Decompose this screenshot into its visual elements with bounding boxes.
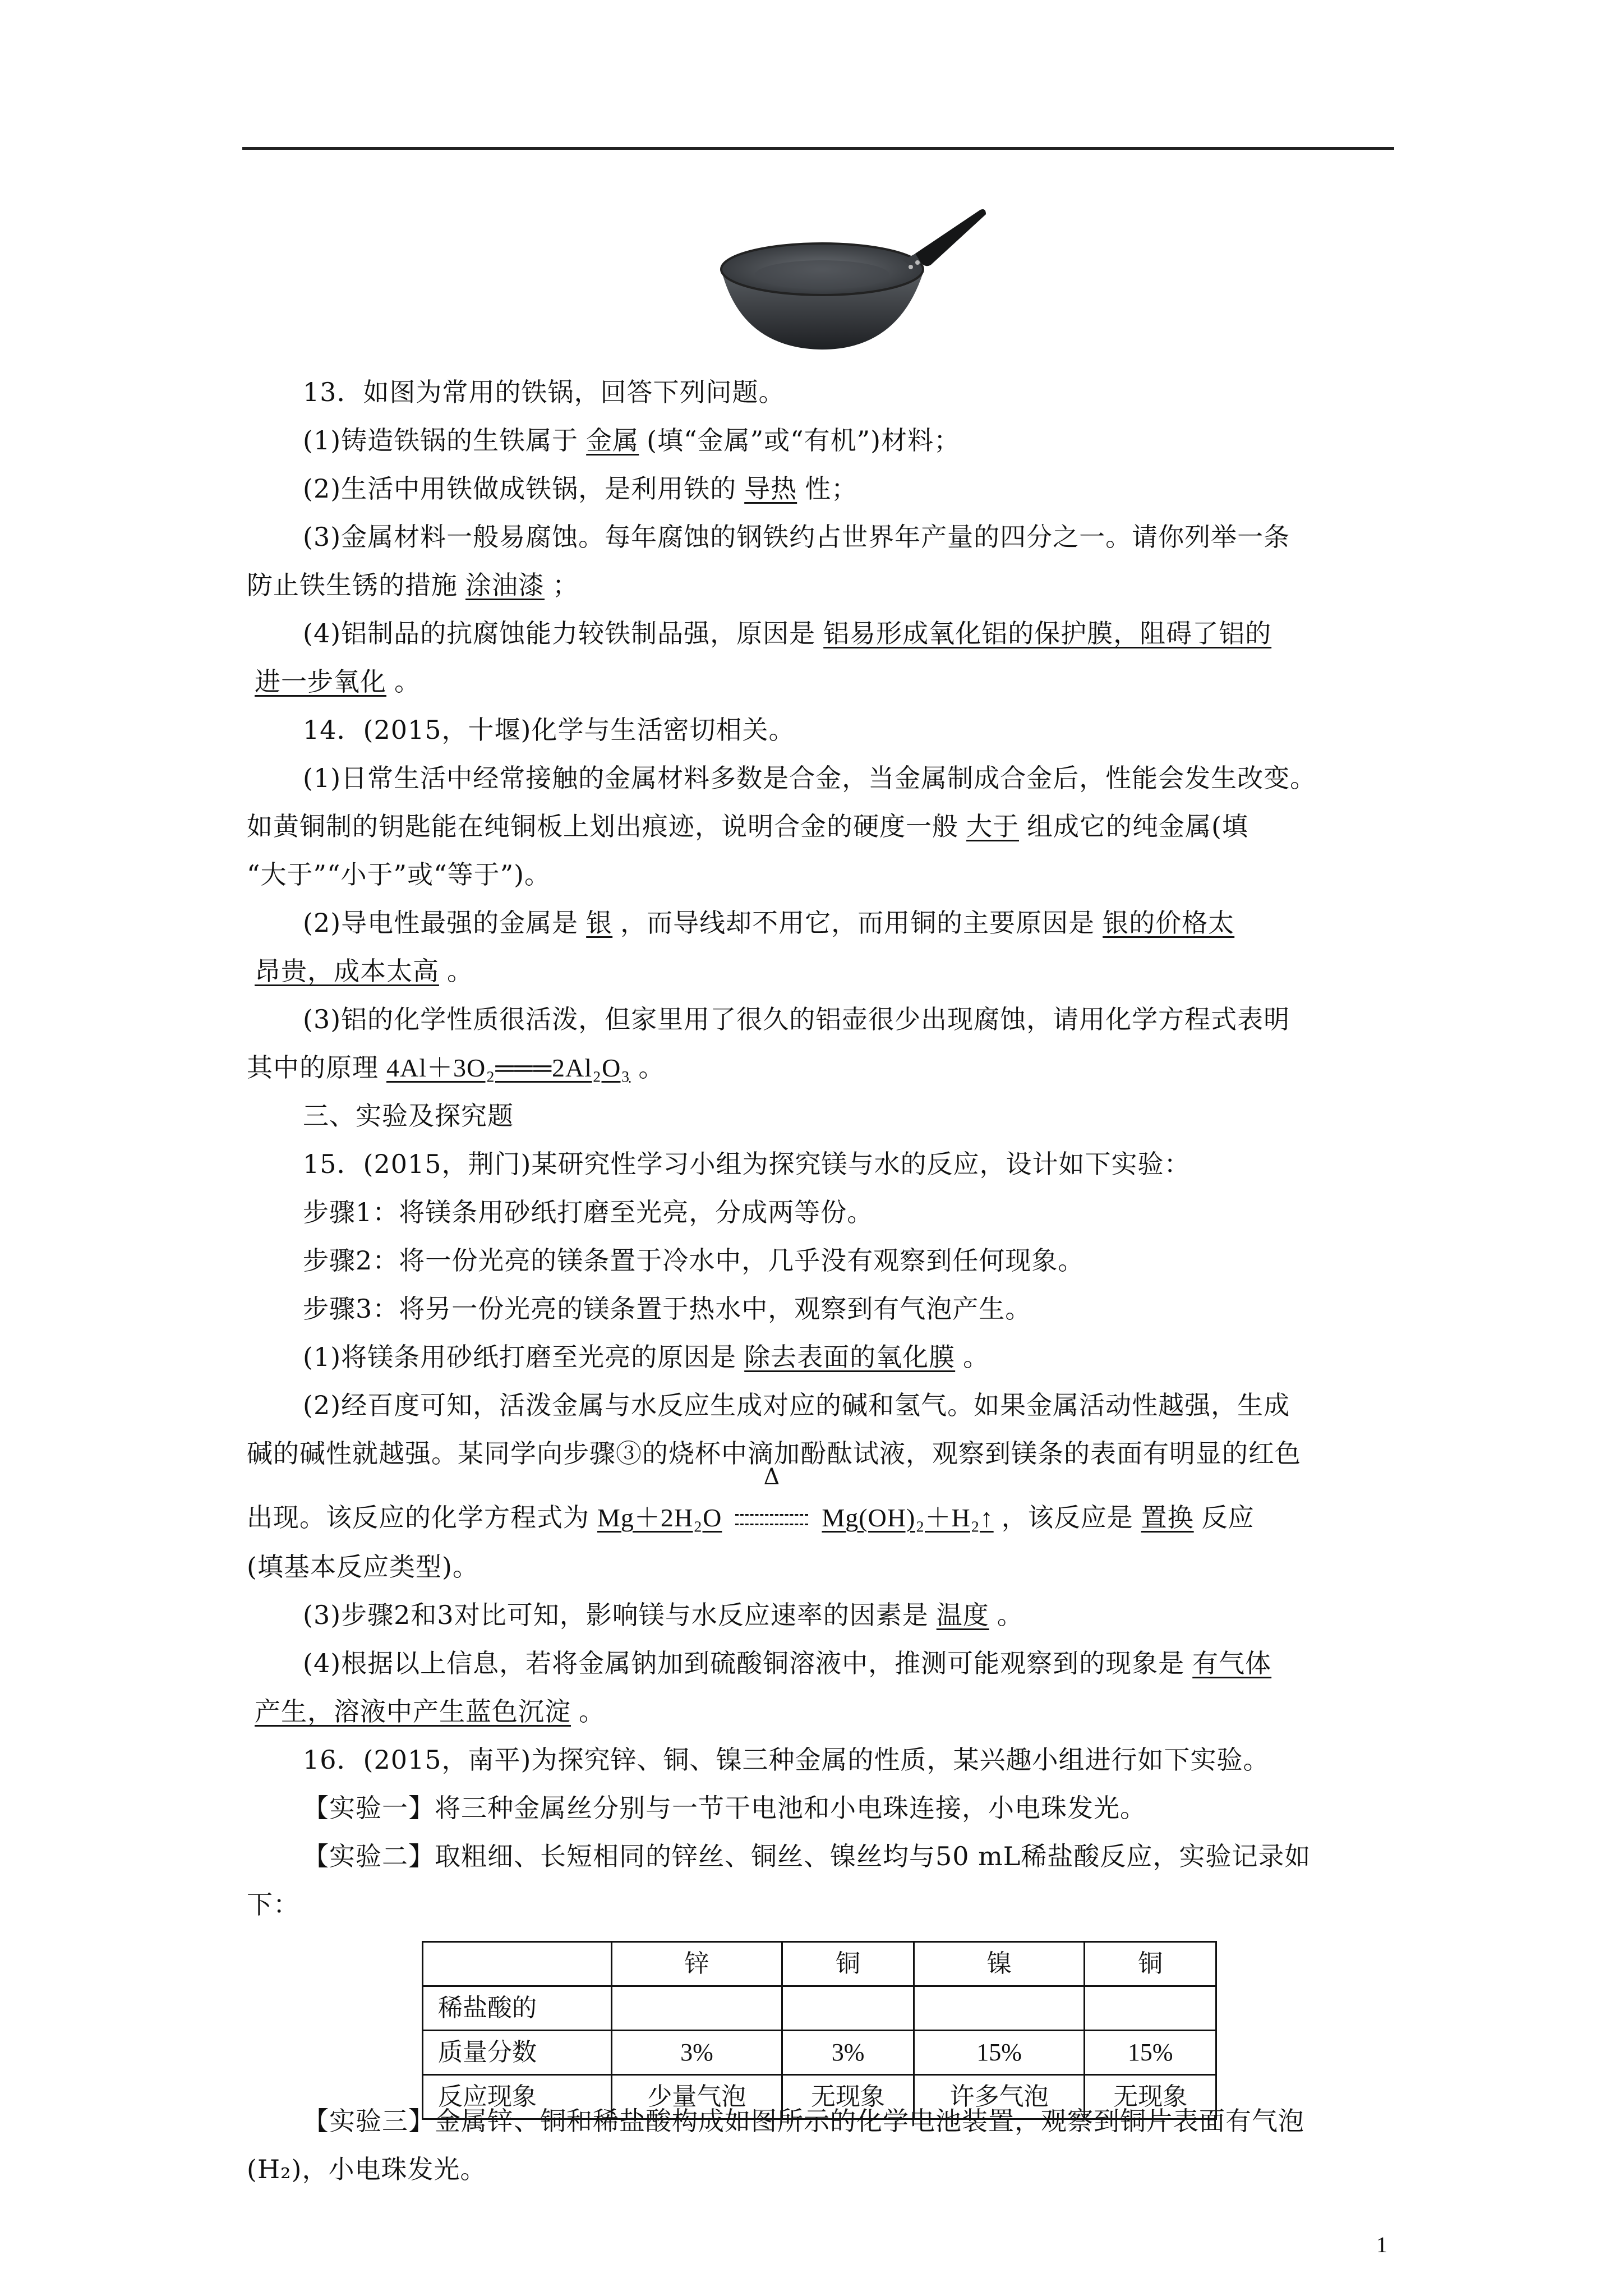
table-cell: 3%: [611, 2031, 782, 2075]
q15-stem: 15．(2015，荆门)某研究性学习小组为探究镁与水的反应，设计如下实验：: [303, 1149, 1191, 1179]
table-row: [423, 1986, 1216, 2031]
iron-wok-image: [718, 206, 987, 353]
q13-answer-4b: 进一步氧化: [255, 666, 386, 697]
q13-part2: (2)生活中用铁做成铁锅，是利用铁的 导热 性；: [303, 473, 858, 504]
q15-part3: (3)步骤2和3对比可知，影响镁与水反应速率的因素是 温度 。: [303, 1600, 1023, 1630]
q14-stem: 14．(2015，十堰)化学与生活密切相关。: [303, 715, 795, 745]
q13-part3-line2: 防止铁生锈的措施 涂油漆 ；: [247, 570, 579, 600]
table-cell: 少量气泡: [611, 2075, 782, 2119]
table-cell: 15%: [914, 2031, 1085, 2075]
q15-part1: (1)将镁条用砂纸打磨至光亮的原因是 除去表面的氧化膜 。: [303, 1342, 990, 1372]
q13-part3-line1: (3)金属材料一般易腐蚀。每年腐蚀的钢铁约占世界年产量的四分之一。请你列举一条: [303, 522, 1290, 552]
q15-equation-right: Mg(OH)₂＋H₂↑: [822, 1503, 994, 1532]
q15-answer-4b: 产生，溶液中产生蓝色沉淀: [255, 1696, 571, 1727]
q14-answer-3-equation: 4Al＋3O₂═══2Al₂O₃: [386, 1053, 631, 1082]
table-cell: [914, 1986, 1085, 2031]
q15-step2: 步骤2：将一份光亮的镁条置于冷水中，几乎没有观察到任何现象。: [303, 1245, 1085, 1276]
table-header-cell: 锌: [611, 1942, 782, 1986]
q15-part2-line3: 出现。该反应的化学方程式为 Mg＋2H₂O Δ Mg(OH)₂＋H₂↑ ，该反应是 置换 反应: [247, 1500, 1396, 1535]
q15-answer-2: 置换: [1141, 1502, 1194, 1533]
q14-answer-1: 大于: [966, 811, 1019, 841]
row-label: 质量分数: [423, 2031, 612, 2075]
q14-part1-line2: 如黄铜制的钥匙能在纯铜板上划出痕迹，说明合金的硬度一般 大于 组成它的纯金属(填: [247, 811, 1248, 841]
q15-answer-4a: 有气体: [1192, 1648, 1272, 1678]
delta-symbol: Δ: [763, 1464, 781, 1490]
q16-experiment-1: 【实验一】将三种金属丝分别与一节干电池和小电珠连接，小电珠发光。: [303, 1793, 1146, 1823]
experiment-2-table: [422, 1941, 1217, 2120]
table-cell: 无现象: [1085, 2075, 1216, 2119]
table-header-row: [423, 1942, 1216, 1986]
q15-step1: 步骤1：将镁条用砂纸打磨至光亮，分成两等份。: [303, 1197, 874, 1227]
q14-part1-line1: (1)日常生活中经常接触的金属材料多数是合金，当金属制成合金后，性能会发生改变。: [303, 763, 1317, 793]
table-cell: 无现象: [782, 2075, 914, 2119]
q13-answer-1: 金属: [586, 425, 639, 455]
q14-part2-line2: 昂贵，成本太高 。: [247, 954, 1396, 988]
q13-answer-3: 涂油漆: [465, 570, 545, 600]
row-label: 稀盐酸的: [423, 1986, 612, 2031]
table-header-cell: 镍: [914, 1942, 1085, 1986]
q15-part4-line1: (4)根据以上信息，若将金属钠加到硫酸铜溶液中，推测可能观察到的现象是 有气体: [303, 1646, 1396, 1681]
q15-part2-line2: 碱的碱性就越强。某同学向步骤③的烧杯中滴加酚酞试液，观察到镁条的表面有明显的红色: [247, 1438, 1301, 1469]
q13-stem: 13．如图为常用的铁锅，回答下列问题。: [303, 377, 785, 407]
q13-part1: (1)铸造铁锅的生铁属于 金属 (填“金属”或“有机”)材料；: [303, 425, 961, 455]
q14-answer-2c: 昂贵，成本太高: [255, 956, 439, 986]
heating-condition-sign: [730, 1464, 814, 1535]
q15-equation-left: Mg＋2H₂O: [597, 1503, 722, 1532]
page-number: 1: [1376, 2232, 1387, 2257]
q14-part1-line3: “大于”“小于”或“等于”)。: [247, 859, 551, 890]
table-cell: 3%: [782, 2031, 914, 2075]
row-label: 反应现象: [423, 2075, 612, 2119]
q14-answer-2b: 银的价格太: [1103, 908, 1235, 938]
section-3-heading: 三、实验及探究题: [303, 1101, 514, 1131]
q13-answer-4a: 铝易形成氧化铝的保护膜，阻碍了铝的: [823, 618, 1272, 648]
q14-part2-line1: (2)导电性最强的金属是 银 ，而导线却不用它，而用铜的主要原因是 银的价格太: [303, 905, 1396, 940]
q16-experiment-2-line2: 下：: [247, 1889, 299, 1920]
q15-part4-line2: 产生，溶液中产生蓝色沉淀 。: [247, 1694, 1396, 1729]
table-cell: [1085, 1986, 1216, 2031]
table-cell: [611, 1986, 782, 2031]
q15-answer-3: 温度: [936, 1600, 989, 1630]
q15-answer-1: 除去表面的氧化膜: [744, 1342, 956, 1372]
q14-part3-line1: (3)铝的化学性质很活泼，但家里用了很久的铝壶很少出现腐蚀，请用化学方程式表明: [303, 1004, 1290, 1034]
q16-stem: 16．(2015，南平)为探究锌、铜、镍三种金属的性质，某兴趣小组进行如下实验。: [303, 1745, 1270, 1775]
q13-part4-line2: 进一步氧化 。: [247, 664, 1396, 699]
q15-step3: 步骤3：将另一份光亮的镁条置于热水中，观察到有气泡产生。: [303, 1294, 1032, 1324]
q16-experiment-2-line1: 【实验二】取粗细、长短相同的锌丝、铜丝、镍丝均与50 mL稀盐酸反应，实验记录如: [303, 1841, 1311, 1871]
table-cell: 许多气泡: [914, 2075, 1085, 2119]
q13-part4-line1: (4)铝制品的抗腐蚀能力较铁制品强，原因是 铝易形成氧化铝的保护膜，阻碍了铝的: [303, 616, 1396, 651]
q13-answer-2: 导热: [744, 473, 797, 504]
table-row: [423, 2031, 1216, 2075]
table-header-cell: [423, 1942, 612, 1986]
table-cell: [782, 1986, 914, 2031]
table-header-cell: 铜: [782, 1942, 914, 1986]
q14-answer-2a: 银: [586, 908, 613, 938]
table-cell: 15%: [1085, 2031, 1216, 2075]
header-rule: [242, 147, 1394, 150]
q16-experiment-3-line2: (H₂)，小电珠发光。: [247, 2154, 487, 2184]
q15-part2-line1: (2)经百度可知，活泼金属与水反应生成对应的碱和氢气。如果金属活动性越强，生成: [303, 1390, 1290, 1420]
q14-part3-line2: 其中的原理 4Al＋3O₂═══2Al₂O₃ 。: [247, 1052, 665, 1083]
q16-experiment-3-line1: 【实验三】金属锌、铜和稀盐酸构成如图所示的化学电池装置，观察到铜片表面有气泡: [303, 2106, 1304, 2136]
table-header-cell: 铜: [1085, 1942, 1216, 1986]
q15-part2-line4: (填基本反应类型)。: [247, 1552, 479, 1582]
